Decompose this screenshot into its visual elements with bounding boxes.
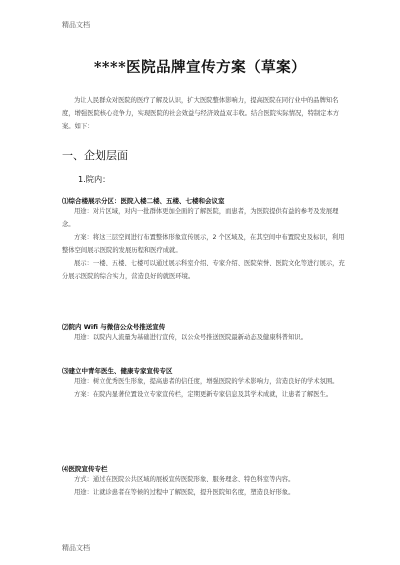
item-3 xyxy=(62,366,348,401)
item-line: 用途：让就诊患者在等候的过程中了解医院，提升医院知名度，塑造良好形象。 xyxy=(74,489,295,496)
item-2 xyxy=(62,322,348,344)
item-line: 用途：对片区域，对内一批群体更加全面的了解医院，而患者，为医院提供有益的参考及发展理念。 xyxy=(62,208,339,228)
item-heading: ⑷医院宣传专栏 xyxy=(62,465,108,473)
item-line: 方案：将这三层空间进行布置整体形象宣传展示，2 个区域及，在其空间中布置院史及标识，利用整体空间展示医院的发展历程和医疗成就。 xyxy=(62,234,345,254)
item-heading: ⑵院内 Wifi 与微信公众号推送宣传 xyxy=(62,323,166,331)
item-line: 用途：以院内人流量为基础进行宣传，以公众号推送医院最新动态及健康科普知识。 xyxy=(74,334,307,341)
item-line: 用途：树立优秀医生形象，提高患者的信任度，增强医院的学术影响力，营造良好的学术氛围。 xyxy=(74,378,339,385)
item-4 xyxy=(62,464,348,499)
item-line: 展示：一楼、五楼、七楼可以通过展示科室介绍、专家介绍、医院荣誉、医院文化等进行展示，充分展示医院的综合实力，营造良好的就医环境。 xyxy=(62,260,345,280)
page-footer: 精品文档 xyxy=(62,544,90,552)
section-heading: 一、企划层面 xyxy=(62,149,128,162)
item-heading: ⑴综合楼展示分区：医院入楼二楼、五楼、七楼和会议室 xyxy=(62,197,225,205)
intro-text: 为让人民群众对医院的医疗了解及认识，扩大医院整体影响力，提高医院在同行业中的品牌知名度，增强医院核心竞争力，实现医院的社会效益与经济效益双丰收。结合医院实际情况，特制定本方案。如下： xyxy=(62,97,340,130)
subsection-heading: 1.院内： xyxy=(78,174,111,184)
item-line: 方案：在院内显著位置设立专家宣传栏，定期更新专家信息及其学术成就，让患者了解医生。 xyxy=(74,391,333,398)
intro-paragraph xyxy=(62,94,348,133)
document-title: ****医院品牌宣传方案（草案） xyxy=(93,59,307,76)
item-1 xyxy=(62,196,348,283)
item-heading: ⑶建立中青年医生、健康专家宣传专区 xyxy=(62,367,173,375)
page-header: 精品文档 xyxy=(62,21,90,29)
item-line: 方式：通过在医院公共区域的展板宣传医院形象、服务理念、特色科室等内容。 xyxy=(74,476,295,483)
